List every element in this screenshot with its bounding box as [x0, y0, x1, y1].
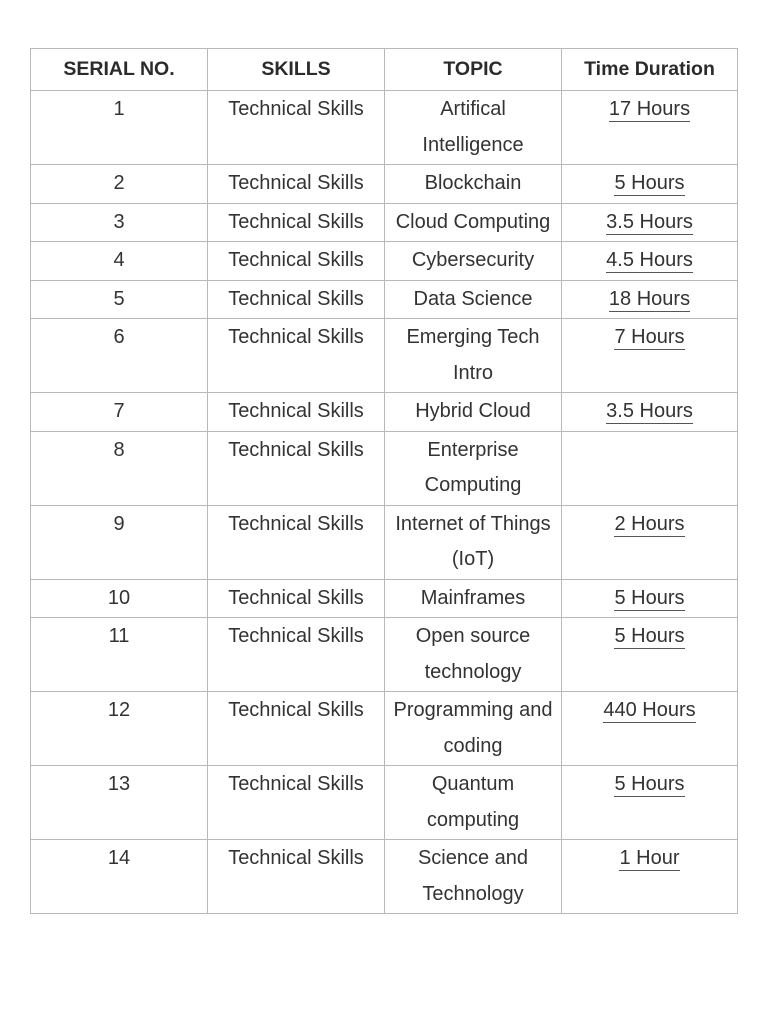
- cell-serial-no: 12: [31, 692, 208, 766]
- cell-skill: Technical Skills: [208, 692, 385, 766]
- cell-serial-no: 14: [31, 840, 208, 914]
- cell-time-duration: [562, 766, 738, 840]
- cell-skill: Technical Skills: [208, 91, 385, 165]
- cell-serial-no: 2: [31, 165, 208, 204]
- table-header-row: [31, 49, 738, 91]
- duration-link[interactable]: 5 Hours: [614, 586, 685, 609]
- cell-topic: Internet of Things (IoT): [385, 505, 562, 579]
- table-row: [31, 319, 738, 393]
- table-row: [31, 91, 738, 165]
- duration-link[interactable]: 2 Hours: [614, 512, 685, 535]
- cell-serial-no: 7: [31, 393, 208, 432]
- header-time-duration: Time Duration: [562, 49, 738, 91]
- cell-time-duration: [562, 203, 738, 242]
- duration-link[interactable]: 18 Hours: [608, 287, 691, 310]
- table-row: [31, 505, 738, 579]
- cell-time-duration: [562, 618, 738, 692]
- cell-skill: Technical Skills: [208, 618, 385, 692]
- cell-serial-no: 6: [31, 319, 208, 393]
- duration-link[interactable]: 4.5 Hours: [606, 249, 693, 271]
- cell-topic: Enterprise Computing: [385, 431, 562, 505]
- cell-time-duration: [562, 393, 738, 432]
- cell-topic: Data Science: [385, 280, 562, 319]
- cell-time-duration: [562, 165, 738, 204]
- cell-serial-no: 13: [31, 766, 208, 840]
- table-row: [31, 393, 738, 432]
- cell-serial-no: 5: [31, 280, 208, 319]
- cell-serial-no: 9: [31, 505, 208, 579]
- header-serial-no: SERIAL NO.: [31, 49, 208, 91]
- cell-time-duration: [562, 505, 738, 579]
- cell-skill: Technical Skills: [208, 766, 385, 840]
- cell-skill: Technical Skills: [208, 280, 385, 319]
- duration-link[interactable]: 3.5 Hours: [606, 400, 693, 422]
- cell-skill: Technical Skills: [208, 431, 385, 505]
- cell-topic: Emerging Tech Intro: [385, 319, 562, 393]
- cell-topic: Quantum computing: [385, 766, 562, 840]
- cell-topic: Artifical Intelligence: [385, 91, 562, 165]
- cell-topic: Open source technology: [385, 618, 562, 692]
- cell-serial-no: 11: [31, 618, 208, 692]
- cell-time-duration: [562, 431, 738, 505]
- cell-skill: Technical Skills: [208, 319, 385, 393]
- cell-skill: Technical Skills: [208, 505, 385, 579]
- cell-time-duration: [562, 280, 738, 319]
- cell-time-duration: [562, 579, 738, 618]
- table-row: [31, 242, 738, 281]
- cell-topic: Mainframes: [385, 579, 562, 618]
- cell-skill: Technical Skills: [208, 393, 385, 432]
- cell-skill: Technical Skills: [208, 242, 385, 281]
- cell-skill: Technical Skills: [208, 203, 385, 242]
- cell-time-duration: [562, 242, 738, 281]
- cell-topic: Blockchain: [385, 165, 562, 204]
- cell-serial-no: 3: [31, 203, 208, 242]
- cell-topic: Cybersecurity: [385, 242, 562, 281]
- cell-skill: Technical Skills: [208, 165, 385, 204]
- header-topic: TOPIC: [385, 49, 562, 91]
- cell-time-duration: [562, 91, 738, 165]
- table-row: [31, 431, 738, 505]
- cell-serial-no: 8: [31, 431, 208, 505]
- cell-topic: Science and Technology: [385, 840, 562, 914]
- cell-time-duration: [562, 840, 738, 914]
- cell-skill: Technical Skills: [208, 579, 385, 618]
- cell-skill: Technical Skills: [208, 840, 385, 914]
- duration-link[interactable]: 1 Hour: [619, 847, 680, 869]
- skills-table: [30, 48, 738, 914]
- cell-serial-no: 10: [31, 579, 208, 618]
- duration-link[interactable]: 5 Hours: [614, 625, 685, 647]
- table-row: [31, 840, 738, 914]
- duration-link[interactable]: 7 Hours: [614, 326, 685, 348]
- table-row: [31, 203, 738, 242]
- table-row: [31, 165, 738, 204]
- table-row: [31, 766, 738, 840]
- header-skills: SKILLS: [208, 49, 385, 91]
- duration-link[interactable]: 5 Hours: [614, 773, 685, 795]
- cell-serial-no: 4: [31, 242, 208, 281]
- table-row: [31, 692, 738, 766]
- duration-link[interactable]: 3.5 Hours: [606, 210, 693, 233]
- cell-time-duration: [562, 692, 738, 766]
- duration-link[interactable]: 17 Hours: [608, 98, 691, 120]
- cell-serial-no: 1: [31, 91, 208, 165]
- table-row: [31, 280, 738, 319]
- duration-link[interactable]: 440 Hours: [603, 699, 696, 721]
- duration-link[interactable]: 5 Hours: [614, 172, 685, 194]
- cell-topic: Cloud Computing: [385, 203, 562, 242]
- table-row: [31, 618, 738, 692]
- cell-topic: Programming and coding: [385, 692, 562, 766]
- cell-time-duration: [562, 319, 738, 393]
- cell-topic: Hybrid Cloud: [385, 393, 562, 432]
- table-row: [31, 579, 738, 618]
